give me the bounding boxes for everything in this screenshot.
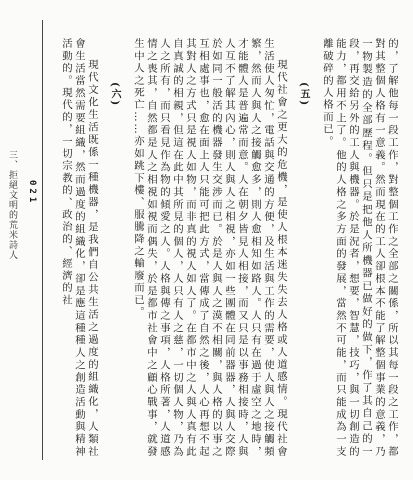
running-head: 三、拒絕文明的荒米詩人: [7, 150, 17, 260]
page-number: 021: [27, 180, 37, 206]
section-heading-6: (六): [109, 82, 120, 107]
paragraph-2: 現代社會之更大的危機，是使人根本迷失失去人格或人道感情。現代社會生活使人匆忙，電話與交通的方便，及生活與工作的需要，使人與人之接觸頻繁，然而人與人之接觸愈多，則人愈相知如路人。人只有在過于虛空之地時，才能體人是普遍常而意。人在朝夕皆見人相接，而又只是以事務相接時，人與人互不了解其內心，則人與人之相視，亦如一些團體在同前器器，人與人交際於如同一般活的機器發生交涉而已。於是人與人之漠不相關，與人格的以事之互相處事也，愈在面上人只能可把此方式，當傳成了自然之後，人心再想不起其對人之方式只是視人如物，而非真的視人如人了。在都市中之人與人真有此自真誠的相親，但這在此中其所見的個人，人只有人之慈，一切個人物，乃為人之所有，而只看見作為物的傾愛之人。人格與傳之事項，人格所著，人道感情之喪其，自然都是人之相視如視而偶失，於是都市社會中之顧心戰事，就發生中人之死亡……亦如跳下樓、服騰降之輸廢而已。: [132, 38, 287, 458]
paragraph-1: 的，了解他每一段工作，對整個工作之全部之關係，所以其每一段之工作，都對其整個人格有一意義。然而現在的工人卻根本不能了解整個事業的意義，乃一物製造的全部歷程。但只是把他人所機器已做好的做下，作了其自己的一段，再交給另外的工人與機器。於是況者，想要，智慧，技巧，與一切創造的能力，都用不上了。他的人格之多方面的發展，當然不可能，而只能成為一支離破碎的人格而已。: [321, 38, 398, 458]
section-heading-5: (五): [298, 82, 309, 107]
margin-rule: [42, 20, 43, 460]
page-margin: [0, 0, 52, 480]
body-text: [58, 38, 398, 458]
paragraph-3: 現代文化生活既係一種機器，是我們自公共生活之過度的組織化，人類社會生活當然需要組織，然而過度的組織化，卻是應這種種人之創造活動與精神活動的。現代的，一切宗教的、政治的、經濟的社: [60, 38, 98, 458]
